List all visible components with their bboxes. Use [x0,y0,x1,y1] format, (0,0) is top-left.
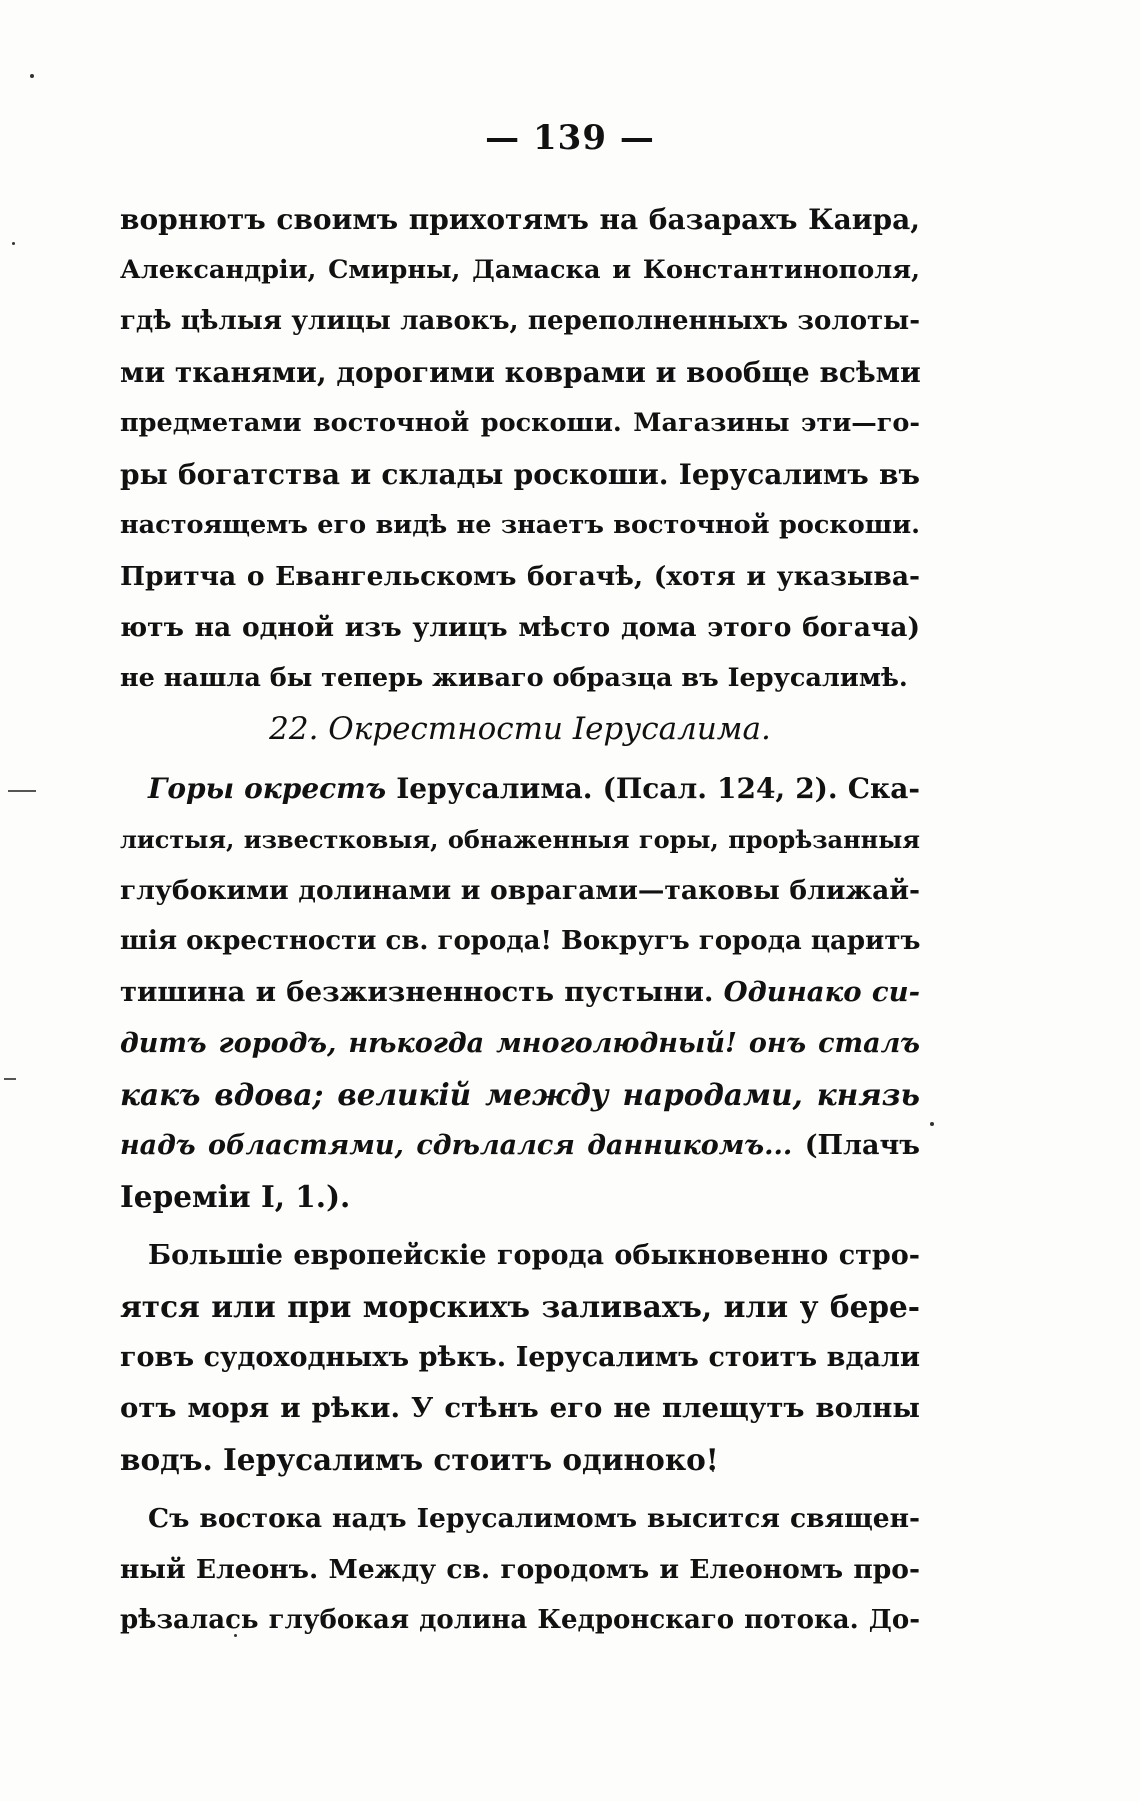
page-number: — 139 — [485,118,655,158]
text-line: не нашла бы теперь живаго образца въ Іерусалимѣ. [120,663,908,693]
text-line [120,763,920,814]
text-line: Притча о Евангельскомъ богачѣ, (хотя и указыва- [120,561,920,592]
text-line: Большіе европейскіе города обыкновенно стро- [148,1240,920,1271]
scan-speck [930,1122,934,1126]
text-line: ятся или при морскихъ заливахъ, или у бере- [120,1289,920,1324]
text-line: ми тканями, дорогими коврами и вообще всѣми [120,356,921,389]
text-fragment: (Плачъ [792,1130,920,1161]
text-line: Александріи, Смирны, Дамаска и Константинополя, [120,255,920,285]
scan-speck [30,74,34,78]
text-line: говъ судоходныхъ рѣкъ. Іерусалимъ стоитъ вдали [120,1342,920,1373]
text-line: рѣзалась глубокая долина Кедронскаго потока. До- [120,1605,920,1635]
text-line: листыя, известковыя, обнаженныя горы, прорѣзанныя [120,825,920,854]
text-line: шія окрестности св. города! Вокругъ города царитъ [120,926,921,956]
text-line: дитъ городъ, нѣкогда многолюдный! онъ сталъ [120,1028,920,1059]
text-line: настоящемъ его видѣ не знаетъ восточной роскоши. [120,510,920,540]
text-line: Съ востока надъ Іерусалимомъ высится священ- [148,1503,920,1534]
text-line: предметами восточной роскоши. Магазины эти—го- [120,408,920,438]
text-line: глубокими долинами и оврагами—таковы ближай- [120,875,920,906]
text-line [120,967,920,1018]
text-fragment: тишина и безжизненность пустыни. [120,976,714,1008]
scan-speck [12,242,15,245]
text-line: водъ. Іерусалимъ стоитъ одиноко! [120,1442,719,1477]
text-line: ютъ на одной изъ улицъ мѣсто дома этого богача) [120,612,920,643]
text-line: какъ вдова; великій между народами, князь [120,1077,920,1112]
text-line: Іереміи I, 1.). [120,1179,351,1214]
italic-phrase: Горы окрестъ [148,772,387,805]
text-line: отъ моря и рѣки. У стѣнъ его не плещутъ волны [120,1392,920,1424]
paragraph-gap [120,755,920,763]
paragraph-gap [120,1485,920,1493]
text-line: гдѣ цѣлыя улицы лавокъ, переполненныхъ золоты- [120,306,920,336]
italic-phrase: надъ областями, сдѣлался данникомъ... [120,1130,793,1161]
section-heading: 22. Окрестности Іерусалима. [269,711,771,747]
text-line [120,1120,920,1171]
text-line: ный Елеонъ. Между св. городомъ и Елеономъ про- [120,1554,920,1585]
scan-margin-mark [4,1078,16,1080]
scan-margin-mark [8,790,36,792]
text-line: ры богатства и склады роскоши. Іерусалимъ въ [120,458,920,491]
text-fragment: Іерусалима. (Псал. 124, 2). Ска- [386,772,920,805]
body-text [120,194,920,1646]
text-line: ворнютъ своимъ прихотямъ на базарахъ Каира, [120,203,920,236]
italic-phrase: Одинако си- [713,976,920,1008]
paragraph-gap [120,1222,920,1230]
